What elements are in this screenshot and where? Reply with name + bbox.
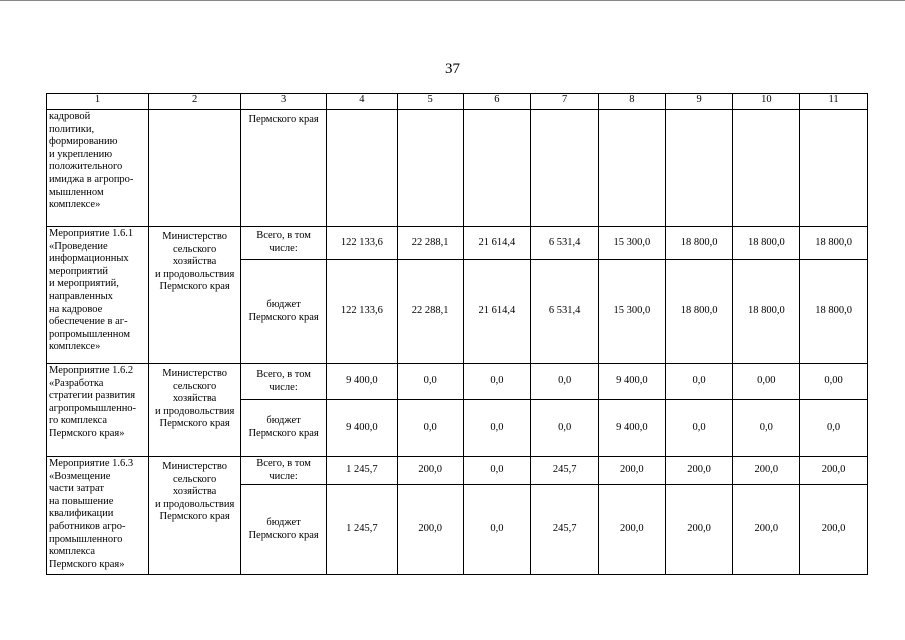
value-cell — [327, 110, 398, 227]
value-cell: 9 400,0 — [327, 364, 398, 400]
value-cell — [463, 110, 531, 227]
value-cell: 122 133,6 — [327, 260, 398, 364]
value-cell: 22 288,1 — [397, 260, 463, 364]
table-row — [47, 364, 868, 400]
value-cell: 15 300,0 — [599, 260, 666, 364]
value-cell: 21 614,4 — [463, 260, 531, 364]
value-cell: 0,0 — [531, 364, 599, 400]
executor-cell: Министерство сельского хозяйства и продовольствия Пермского края — [149, 457, 241, 575]
measure-name-cell: Мероприятие 1.6.2 «Разработка стратегии развития агропромышленно- го комплекса Пермского края» — [47, 364, 149, 457]
value-cell: 6 531,4 — [531, 260, 599, 364]
value-cell: 18 800,0 — [800, 227, 868, 260]
value-cell: 9 400,0 — [599, 364, 666, 400]
value-cell: 0,0 — [397, 364, 463, 400]
funding-source-cell: Всего, в том числе: — [241, 364, 327, 400]
value-cell — [531, 110, 599, 227]
budget-table — [46, 93, 868, 575]
page-top-border — [0, 0, 905, 1]
column-header-3: 3 — [241, 94, 327, 110]
value-cell: 18 800,0 — [665, 227, 733, 260]
column-header-4: 4 — [327, 94, 398, 110]
column-header-5: 5 — [397, 94, 463, 110]
value-cell: 0,0 — [665, 364, 733, 400]
funding-source-cell: Всего, в том числе: — [241, 457, 327, 485]
value-cell — [733, 110, 800, 227]
value-cell: 200,0 — [599, 485, 666, 575]
value-cell: 1 245,7 — [327, 457, 398, 485]
executor-cell: Министерство сельского хозяйства и продовольствия Пермского края — [149, 227, 241, 364]
value-cell: 9 400,0 — [327, 400, 398, 457]
value-cell: 200,0 — [800, 485, 868, 575]
value-cell: 9 400,0 — [599, 400, 666, 457]
executor-cell — [149, 110, 241, 227]
value-cell: 0,00 — [733, 364, 800, 400]
value-cell: 18 800,0 — [733, 260, 800, 364]
value-cell: 0,0 — [397, 400, 463, 457]
value-cell: 200,0 — [599, 457, 666, 485]
value-cell: 0,00 — [800, 364, 868, 400]
value-cell: 15 300,0 — [599, 227, 666, 260]
value-cell: 0,0 — [463, 400, 531, 457]
column-header-6: 6 — [463, 94, 531, 110]
value-cell: 0,0 — [665, 400, 733, 457]
value-cell: 18 800,0 — [733, 227, 800, 260]
funding-source-cell: Всего, в том числе: — [241, 227, 327, 260]
value-cell: 0,0 — [800, 400, 868, 457]
column-header-10: 10 — [733, 94, 800, 110]
value-cell — [800, 110, 868, 227]
value-cell: 0,0 — [463, 457, 531, 485]
value-cell: 18 800,0 — [665, 260, 733, 364]
value-cell: 6 531,4 — [531, 227, 599, 260]
value-cell — [665, 110, 733, 227]
value-cell: 22 288,1 — [397, 227, 463, 260]
value-cell: 0,0 — [463, 364, 531, 400]
value-cell: 0,0 — [463, 485, 531, 575]
table-row — [47, 457, 868, 485]
value-cell: 18 800,0 — [800, 260, 868, 364]
column-header-2: 2 — [149, 94, 241, 110]
column-header-9: 9 — [665, 94, 733, 110]
funding-source-cell: бюджет Пермского края — [241, 400, 327, 457]
table-row — [47, 110, 868, 227]
column-header-8: 8 — [599, 94, 666, 110]
value-cell: 0,0 — [531, 400, 599, 457]
value-cell: 200,0 — [733, 457, 800, 485]
table-row — [47, 227, 868, 260]
header-row — [47, 94, 868, 110]
value-cell: 245,7 — [531, 485, 599, 575]
funding-source-cell: бюджет Пермского края — [241, 485, 327, 575]
executor-cell: Министерство сельского хозяйства и продовольствия Пермского края — [149, 364, 241, 457]
value-cell: 122 133,6 — [327, 227, 398, 260]
value-cell: 200,0 — [665, 485, 733, 575]
measure-name-cell: кадровой политики, формированию и укреплению положительного имиджа в агропро- мышленном комплексе» — [47, 110, 149, 227]
funding-source-cell: бюджет Пермского края — [241, 260, 327, 364]
value-cell: 200,0 — [397, 485, 463, 575]
page-number: 37 — [445, 61, 460, 77]
value-cell: 200,0 — [665, 457, 733, 485]
value-cell — [397, 110, 463, 227]
value-cell: 200,0 — [733, 485, 800, 575]
value-cell: 200,0 — [800, 457, 868, 485]
measure-name-cell: Мероприятие 1.6.1 «Проведение информационных мероприятий и мероприятий, направленных на кадровое обеспечение в аг- ропромышленном комплексе» — [47, 227, 149, 364]
funding-source-cell: Пермского края — [241, 110, 327, 227]
value-cell: 1 245,7 — [327, 485, 398, 575]
column-header-7: 7 — [531, 94, 599, 110]
value-cell: 21 614,4 — [463, 227, 531, 260]
value-cell: 200,0 — [397, 457, 463, 485]
value-cell: 0,0 — [733, 400, 800, 457]
value-cell — [599, 110, 666, 227]
column-header-11: 11 — [800, 94, 868, 110]
measure-name-cell: Мероприятие 1.6.3 «Возмещение части затрат на повышение квалификации работников агро- промышленного комплекса Пермского края» — [47, 457, 149, 575]
column-header-1: 1 — [47, 94, 149, 110]
value-cell: 245,7 — [531, 457, 599, 485]
